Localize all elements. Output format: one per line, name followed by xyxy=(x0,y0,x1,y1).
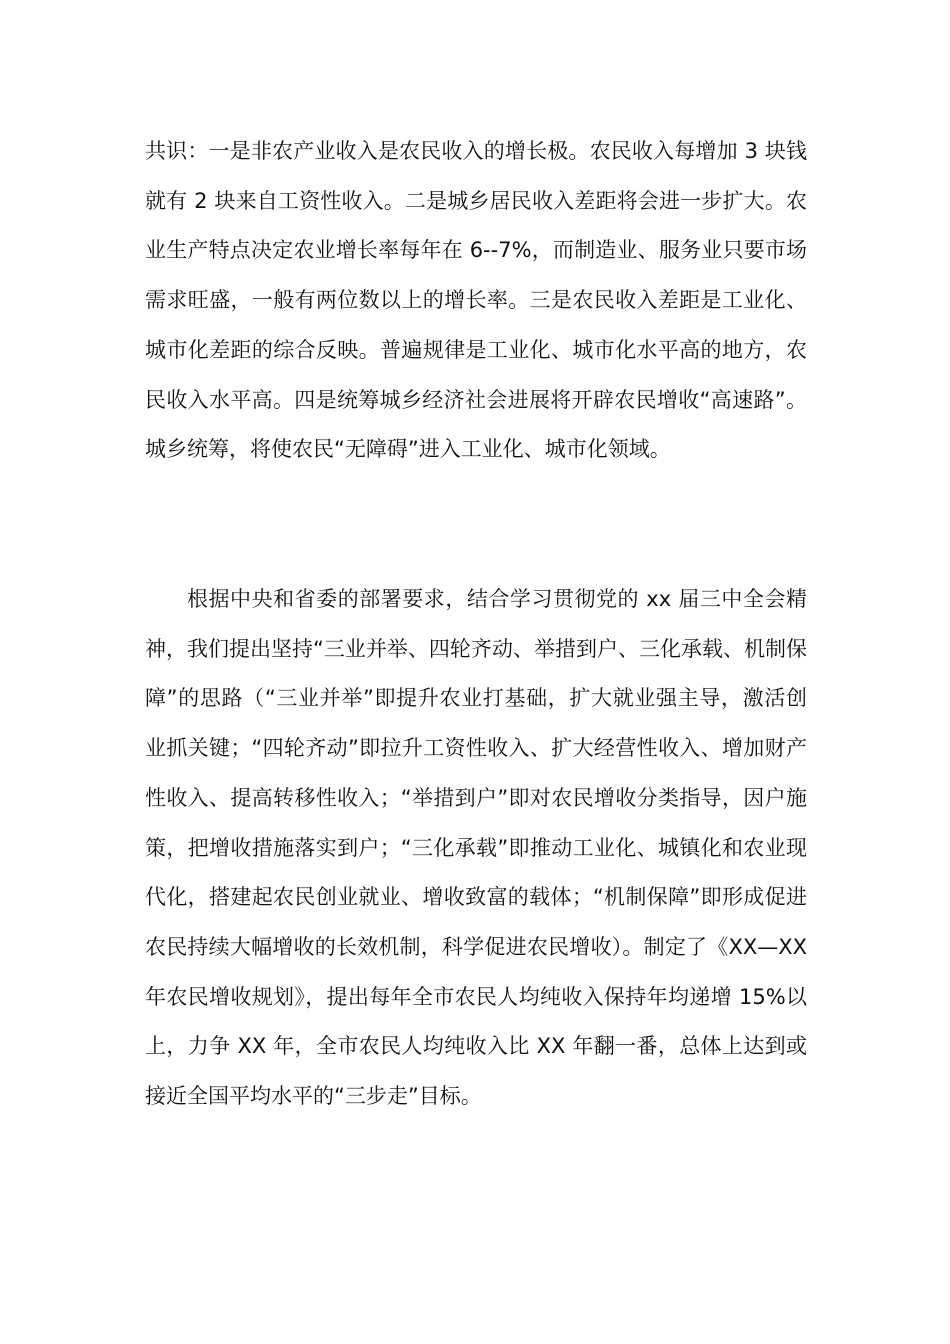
paragraph-plan: 根据中央和省委的部署要求，结合学习贯彻党的 xx 届三中全会精神，我们提出坚持“三业并举、四轮齐动、举措到户、三化承载、机制保障”的思路（“三业并举”即提升农业打基础，扩大就业强主导，激活创业抓关键；“四轮齐动”即拉升工资性收入、扩大经营性收入、增加财产性收入、提高转移性收入；“举措到户”即对农民增收分类指导，因户施策，把增收措施落实到户；“三化承载”即推动工业化、城镇化和农业现代化，搭建起农民创业就业、增收致富的载体；“机制保障”即形成促进农民持续大幅增收的长效机制，科学促进农民增收）。制定了《XX—XX 年农民增收规划》，提出每年全市农民人均纯收入保持年均递增 15%以上，力争 XX 年，全市农民人均纯收入比 XX 年翻一番，总体上达到或接近全国平均水平的“三步走”目标。 xyxy=(145,587,807,1109)
paragraph-consensus: 共识：一是非农产业收入是农民收入的增长极。农民收入每增加 3 块钱就有 2 块来自工资性收入。二是城乡居民收入差距将会进一步扩大。农业生产特点决定农业增长率每年在 6--7%，而制造业、服务业只要市场需求旺盛，一般有两位数以上的增长率。三是农民收入差距是工业化、城市化差距的综合反映。普遍规律是工业化、城市化水平高的地方，农民收入水平高。四是统筹城乡经济社会进展将开辟农民增收“高速路”。城乡统筹，将使农民“无障碍”进入工业化、城市化领域。 xyxy=(145,139,807,462)
